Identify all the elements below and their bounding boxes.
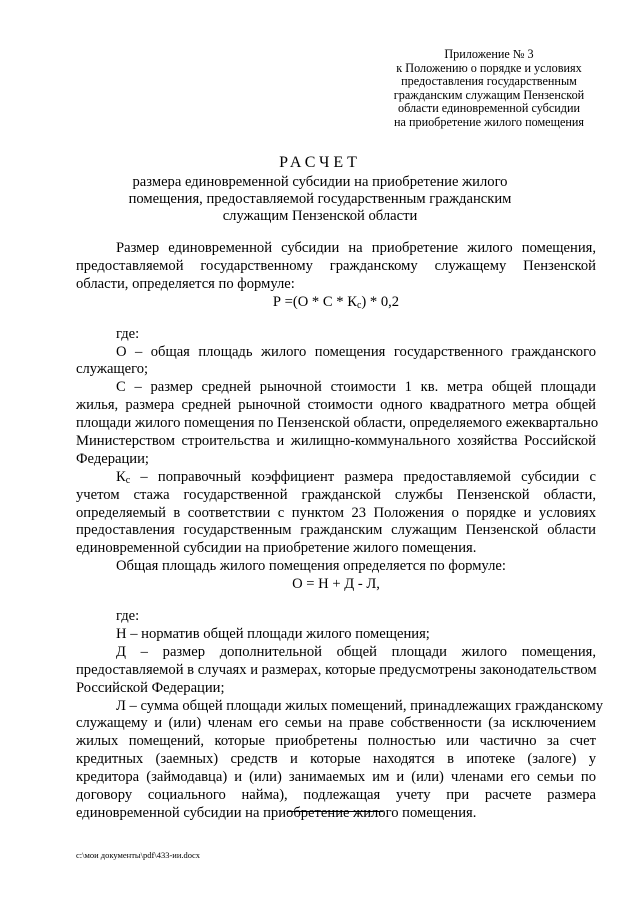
end-divider [287, 811, 383, 812]
file-path-footer: c:\мои документы\pdf\433-ии.docx [76, 850, 201, 860]
def-d-line: предоставляемой в случаях и размерах, которые предусмотрены законодательством [76, 661, 597, 678]
def-l-line: служащему и (или) членам его семьи на праве собственности (за исключением [76, 715, 596, 732]
formula-tail: ) * 0,2 [361, 293, 400, 310]
def-n-line: Н – норматив общей площади жилого помещения; [116, 626, 430, 643]
def-k-subscript: с [125, 474, 131, 486]
def-d-line: Д – размер дополнительной общей площади жилого помещения, [116, 643, 596, 660]
def-c-line: жилья, размера средней рыночной стоимости одного квадратного метра общей [76, 397, 596, 414]
subtitle-line: помещения, предоставляемой государственным гражданским [128, 191, 512, 207]
def-d-line: Российской Федерации; [76, 679, 225, 696]
def-k-symbol: К [116, 468, 126, 485]
def-k-line: определяемый в соответствии с пунктом 23 Положения о порядке и условиях [76, 504, 596, 521]
def-c-line: Министерством строительства и жилищно-коммунального хозяйства Российской [76, 433, 596, 450]
where-label: где: [116, 325, 140, 342]
annex-line: Приложение № 3 [444, 47, 534, 61]
def-o-line: О – общая площадь жилого помещения государственного гражданского [116, 343, 596, 360]
where-label: где: [116, 608, 140, 625]
document-title: РАСЧЕТ [279, 154, 361, 171]
def-k-text: – поправочный коэффициент размера предоставляемой субсидии с [130, 468, 596, 485]
def-c-line: Федерации; [76, 450, 149, 467]
subtitle-line: служащим Пензенской области [222, 208, 418, 224]
def-k-line: предоставления государственным гражданским служащим Пензенской области [76, 522, 596, 539]
def-c-line: площади жилого помещения по Пензенской области, определяемого ежеквартально [76, 415, 599, 432]
def-k-line [76, 469, 596, 487]
annex-line: гражданским служащим Пензенской [393, 87, 585, 102]
annex-line: области единовременной субсидии [397, 101, 581, 116]
intro-line: области, определяется по формуле: [76, 275, 295, 292]
intro-line: Размер единовременной субсидии на приобретение жилого помещения, [116, 240, 596, 256]
formula-area: О = Н + Д - Л, [292, 576, 380, 593]
area-intro: Общая площадь жилого помещения определяется по формуле: [116, 558, 506, 575]
document-body [76, 240, 604, 823]
def-l-line: кредитора (займодавца) и (или) занимаемых им и (или) членами его семьи по [76, 769, 596, 786]
def-o-line: служащего; [76, 361, 149, 378]
annex-line: предоставления государственным [401, 74, 577, 89]
annex-line: на приобретение жилого помещения [393, 114, 585, 129]
def-l-line: договору социального найма), подлежащая учету при расчете размера [76, 787, 596, 804]
def-c-line: С – размер средней рыночной стоимости 1 кв. метра общей площади [116, 379, 596, 396]
def-l-line: жилых помещений, которые приобретены полностью или частично за счет [76, 733, 596, 750]
subtitle-line: размера единовременной субсидии на приобретение жилого [132, 174, 508, 190]
document-subtitle [100, 174, 540, 225]
def-k-line: учетом стажа государственной гражданской службы Пензенской области, [76, 486, 596, 503]
intro-line: предоставляемой государственному гражданскому служащему Пензенской [76, 257, 596, 274]
annex-line: к Положению о порядке и условиях [396, 60, 582, 75]
def-l-line: Л – сумма общей площади жилых помещений, принадлежащих гражданскому [116, 697, 604, 714]
annex-header [378, 48, 600, 130]
formula-main: Р =(О * С * К [272, 293, 357, 310]
formula-subscript: с [356, 299, 362, 311]
formula-subsidy [76, 294, 596, 312]
def-l-line: единовременной субсидии на приобретение жилого помещения. [76, 804, 477, 821]
def-k-line: единовременной субсидии на приобретение жилого помещения. [76, 540, 477, 557]
def-l-line: кредитных (заемных) средств и которые находятся в ипотеке (залоге) у [76, 751, 596, 768]
